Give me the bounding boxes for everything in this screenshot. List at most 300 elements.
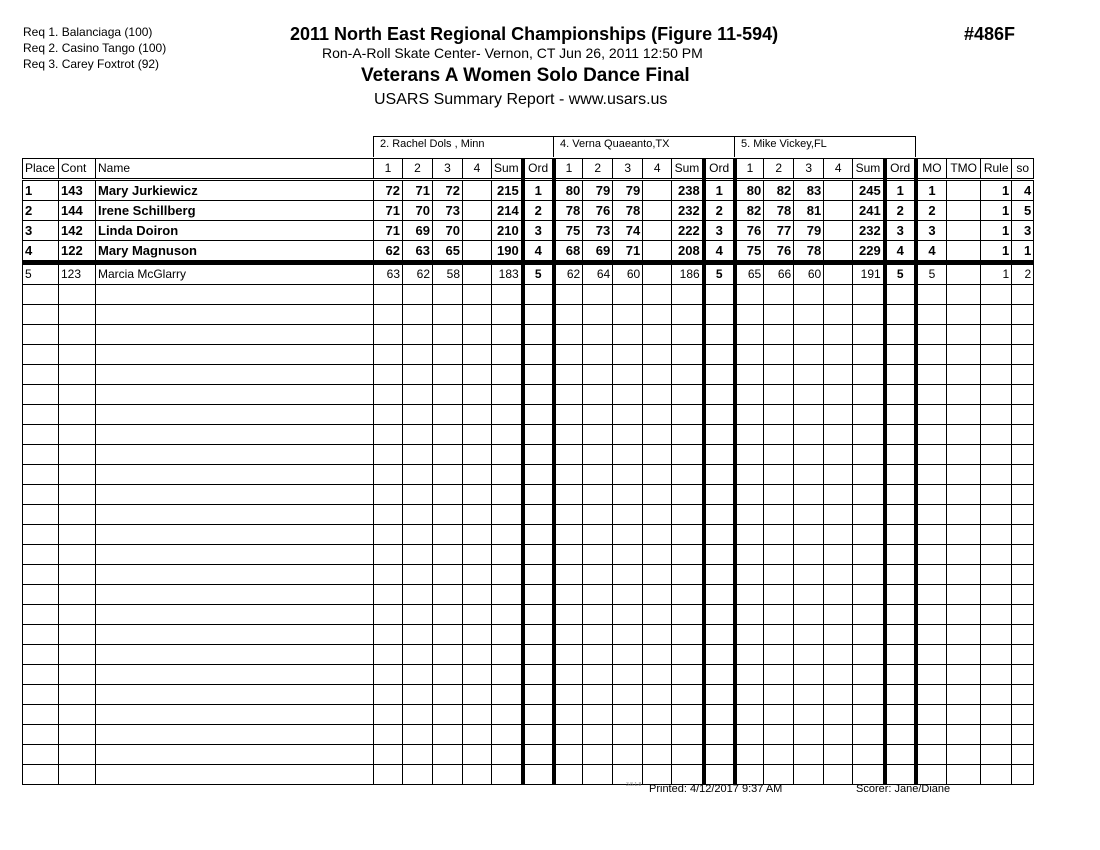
judge-1-mark-4 [463,565,492,585]
judge-1-mark-2 [403,605,433,625]
judge-2-ordinal [704,565,735,585]
so-cell: 2 [1012,263,1034,285]
place-cell: 4 [23,241,59,263]
tmo-cell [947,565,981,585]
judge-3-ordinal [885,365,916,385]
judge-1-mark-4 [463,405,492,425]
judge-3-mark-1 [735,405,764,425]
judge-3-sum [853,405,885,425]
cont-cell [59,645,96,665]
judge-1-mark-1 [374,285,403,305]
judge-1-mark-1 [374,725,403,745]
so-cell: 3 [1012,221,1034,241]
col-j1-3: 3 [433,159,463,180]
judge-1-mark-3: 73 [433,201,463,221]
judge-2-ordinal [704,345,735,365]
judge-1-sum [492,505,523,525]
judge-1-sum [492,405,523,425]
name-cell [96,665,374,685]
judge-3-mark-4 [824,765,853,785]
judge-3-mark-3 [794,445,824,465]
judge-3-mark-4 [824,605,853,625]
name-cell [96,325,374,345]
so-cell [1012,485,1034,505]
report-title: USARS Summary Report - www.usars.us [374,91,668,108]
rule-cell [981,605,1012,625]
judge-1-mark-4 [463,325,492,345]
judge-2-mark-1 [554,425,583,445]
so-cell [1012,645,1034,665]
judge-2-mark-1 [554,705,583,725]
judge-1-mark-2 [403,685,433,705]
judge-2-sum [672,385,704,405]
cont-cell [59,345,96,365]
tmo-cell [947,201,981,221]
name-cell [96,625,374,645]
judge-2-mark-4 [643,180,672,201]
judge-2-mark-4 [643,425,672,445]
name-cell [96,425,374,445]
tmo-cell [947,241,981,263]
judge-2-mark-4 [643,625,672,645]
judge-2-ordinal: 4 [704,241,735,263]
judge-3-mark-1 [735,385,764,405]
place-cell: 5 [23,263,59,285]
judge-2-mark-2: 69 [583,241,613,263]
judge-1-mark-3 [433,345,463,365]
judge-1-sum [492,765,523,785]
judge-1-ordinal [523,545,554,565]
judge-3-mark-3 [794,625,824,645]
judge-1-ordinal [523,605,554,625]
mo-cell [916,365,947,385]
judge-3-mark-2 [764,445,794,465]
judge-3-sum [853,445,885,465]
judge-3-mark-4 [824,745,853,765]
judge-1-mark-2: 70 [403,201,433,221]
judge-2-mark-3 [613,345,643,365]
judge-2-ordinal [704,745,735,765]
judge-1-ordinal [523,425,554,445]
empty-row [23,765,1034,785]
judge-1-mark-2 [403,425,433,445]
name-cell [96,545,374,565]
judge-3-sum [853,465,885,485]
empty-row [23,445,1034,465]
judge-3-ordinal [885,625,916,645]
judge-3-mark-3: 78 [794,241,824,263]
judge-1-ordinal [523,405,554,425]
judge-2-mark-1 [554,365,583,385]
judge-1-sum [492,625,523,645]
judge-1-mark-4 [463,765,492,785]
event-title: Veterans A Women Solo Dance Final [361,65,690,86]
col-j2-sum: Sum [672,159,704,180]
judge-1-mark-4 [463,745,492,765]
so-cell [1012,585,1034,605]
judge-2-mark-2 [583,585,613,605]
judge-2-mark-1 [554,345,583,365]
col-name: Name [96,159,374,180]
rule-cell [981,425,1012,445]
cont-cell [59,425,96,445]
judge-2-mark-1: 78 [554,201,583,221]
judge-3-sum [853,665,885,685]
mo-cell [916,505,947,525]
so-cell [1012,345,1034,365]
col-j2-1: 1 [554,159,583,180]
place-cell [23,625,59,645]
judge-1-mark-2 [403,405,433,425]
judge-1-ordinal [523,305,554,325]
judge-1-mark-3 [433,485,463,505]
judge-3-ordinal [885,565,916,585]
judge-1-mark-1 [374,365,403,385]
judge-1-mark-1 [374,345,403,365]
name-cell [96,365,374,385]
judge-3-mark-1 [735,365,764,385]
judge-1-mark-1: 71 [374,201,403,221]
judge-2-mark-3 [613,705,643,725]
tmo-cell [947,765,981,785]
judge-3-mark-1: 75 [735,241,764,263]
judge-1-mark-2 [403,285,433,305]
judge-2-mark-3: 74 [613,221,643,241]
judge-2-mark-4 [643,665,672,685]
col-j2-4: 4 [643,159,672,180]
mo-cell [916,305,947,325]
so-cell [1012,505,1034,525]
cont-cell [59,545,96,565]
mo-cell [916,325,947,345]
judge-2-mark-2 [583,465,613,485]
judge-1-ordinal [523,345,554,365]
judge-2-ordinal [704,285,735,305]
place-cell [23,685,59,705]
judge-2-ordinal [704,445,735,465]
judge-1-mark-3 [433,645,463,665]
judge-2-mark-2 [583,445,613,465]
judge-2-sum [672,445,704,465]
judge-1-mark-1 [374,485,403,505]
judge-2-mark-4 [643,745,672,765]
cont-cell [59,665,96,685]
judge-3-mark-2 [764,345,794,365]
judge-3-mark-4 [824,685,853,705]
judge-1-mark-2 [403,745,433,765]
judge-3-ordinal [885,645,916,665]
judge-3-mark-2 [764,305,794,325]
col-j3-ord: Ord [885,159,916,180]
mo-cell [916,545,947,565]
table-row [23,201,1034,221]
judge-3-mark-4 [824,445,853,465]
judge-3-mark-4 [824,545,853,565]
judge-2-mark-4 [643,605,672,625]
judge-2-mark-4 [643,285,672,305]
cont-cell [59,565,96,585]
judge-1-mark-2 [403,625,433,645]
judge-1-mark-3 [433,565,463,585]
judge-3-mark-1 [735,445,764,465]
judge-1-mark-1 [374,565,403,585]
so-cell [1012,565,1034,585]
judge-3-sum [853,385,885,405]
judge-3-mark-2 [764,605,794,625]
judge-2-ordinal [704,685,735,705]
rule-cell [981,685,1012,705]
judge-3-sum [853,745,885,765]
judge-1-sum [492,665,523,685]
cont-cell [59,365,96,385]
judge-1-ordinal [523,285,554,305]
judge-3-ordinal [885,725,916,745]
judge-2-mark-2 [583,285,613,305]
judge-3-mark-4 [824,241,853,263]
judge-3-ordinal [885,665,916,685]
judge-2-mark-1 [554,405,583,425]
judge-3-mark-3 [794,345,824,365]
judge-2-sum [672,605,704,625]
judge-3-mark-1: 76 [735,221,764,241]
judge-3-mark-4 [824,465,853,485]
judge-3-sum: 241 [853,201,885,221]
judge-1-ordinal [523,385,554,405]
so-cell [1012,465,1034,485]
col-tmo: TMO [947,159,981,180]
judge-2-ordinal [704,465,735,485]
judge-3-sum [853,505,885,525]
judge-1-mark-1 [374,585,403,605]
judge-3-mark-3 [794,305,824,325]
rule-cell [981,505,1012,525]
name-cell [96,485,374,505]
judge-1-ordinal [523,585,554,605]
empty-row [23,385,1034,405]
judge-3-mark-2 [764,545,794,565]
judge-1-mark-3 [433,505,463,525]
name-cell: Mary Magnuson [96,241,374,263]
judge-2-mark-1 [554,505,583,525]
judge-1-mark-4 [463,345,492,365]
judge-2-mark-2 [583,365,613,385]
mo-cell [916,745,947,765]
judge-2-mark-1 [554,465,583,485]
event-code: #486F [964,24,1016,44]
judge-3-mark-4 [824,725,853,745]
judge-3-mark-2 [764,625,794,645]
judge-1-mark-3 [433,685,463,705]
tmo-cell [947,221,981,241]
judge-1-ordinal [523,325,554,345]
cont-cell: 143 [59,180,96,201]
judge-1-ordinal [523,685,554,705]
judge-3-ordinal [885,465,916,485]
judge-1-sum [492,545,523,565]
judge-1-ordinal [523,725,554,745]
judge-1-sum: 183 [492,263,523,285]
judge-3-mark-2: 76 [764,241,794,263]
place-cell [23,385,59,405]
name-cell: Mary Jurkiewicz [96,180,374,201]
mo-cell [916,605,947,625]
judge-3-mark-1 [735,705,764,725]
name-cell [96,685,374,705]
judge-1-mark-4 [463,425,492,445]
judge-2-sum: 222 [672,221,704,241]
judge-1-sum [492,645,523,665]
judge-2-ordinal [704,325,735,345]
rule-cell: 1 [981,241,1012,263]
judge-1-mark-1 [374,665,403,685]
judge-3-mark-2: 82 [764,180,794,201]
judge-1-ordinal [523,525,554,545]
judge-1-mark-4 [463,545,492,565]
judge-1-ordinal: 2 [523,201,554,221]
empty-row [23,745,1034,765]
judge-2-mark-3 [613,725,643,745]
rule-cell [981,345,1012,365]
judge-2-mark-3 [613,645,643,665]
tmo-cell [947,305,981,325]
scorer-label: Scorer: Jane/Diane [856,783,951,795]
judge-3-sum [853,625,885,645]
judge-1-mark-4 [463,605,492,625]
mo-cell: 1 [916,180,947,201]
judge-1-mark-4 [463,385,492,405]
judge-1-ordinal [523,505,554,525]
judge-3-mark-1 [735,565,764,585]
tmo-cell [947,685,981,705]
judge-1-mark-3 [433,665,463,685]
judge-3-sum: 232 [853,221,885,241]
judge-3-mark-3 [794,365,824,385]
judge-3-mark-3 [794,645,824,665]
judge-3-mark-1 [735,345,764,365]
judge-3-mark-4 [824,201,853,221]
judge-1-mark-2 [403,725,433,745]
judge-3-mark-3 [794,425,824,445]
judge-1-ordinal [523,365,554,385]
judge-2-mark-4 [643,765,672,785]
cont-cell [59,625,96,645]
judge-1-mark-4 [463,201,492,221]
judge-1-mark-2: 71 [403,180,433,201]
judge-1-mark-2 [403,585,433,605]
judge-2-mark-2 [583,745,613,765]
rule-cell: 1 [981,180,1012,201]
place-cell [23,445,59,465]
place-cell [23,325,59,345]
mo-cell: 4 [916,241,947,263]
judge-2-mark-3: 71 [613,241,643,263]
judge-2-mark-3 [613,385,643,405]
empty-row [23,465,1034,485]
judge-1-ordinal: 3 [523,221,554,241]
judge-1-sum [492,605,523,625]
judge-1-mark-1 [374,305,403,325]
mo-cell [916,625,947,645]
so-cell [1012,705,1034,725]
judge-3-mark-4 [824,345,853,365]
judge-1-mark-1 [374,405,403,425]
judge-3-mark-4 [824,325,853,345]
judge-3-mark-2 [764,685,794,705]
tmo-cell [947,585,981,605]
tmo-cell [947,525,981,545]
judge-3-ordinal: 2 [885,201,916,221]
judge-1-mark-4 [463,485,492,505]
judge-3-mark-2 [764,325,794,345]
judge-2-mark-4 [643,325,672,345]
judge-3-mark-1 [735,525,764,545]
judge-2-mark-2 [583,685,613,705]
so-cell [1012,745,1034,765]
judge-3-sum [853,325,885,345]
judge-3-mark-4 [824,625,853,645]
rule-cell [981,405,1012,425]
name-cell: Marcia McGlarry [96,263,374,285]
name-cell [96,605,374,625]
judge-1-mark-2: 69 [403,221,433,241]
judge-1-mark-3 [433,705,463,725]
judge-2-mark-4 [643,445,672,465]
judge-3-mark-1 [735,545,764,565]
empty-row [23,345,1034,365]
judge-2-mark-1 [554,685,583,705]
judge-1-mark-2 [403,645,433,665]
name-cell [96,345,374,365]
judge-3-mark-3 [794,405,824,425]
cont-cell: 123 [59,263,96,285]
cont-cell [59,745,96,765]
judge-2-mark-2 [583,705,613,725]
judge-3-sum [853,605,885,625]
judge-3-mark-4 [824,565,853,585]
judge-2-mark-2: 64 [583,263,613,285]
judge-3-mark-4 [824,385,853,405]
judge-1-sum [492,385,523,405]
col-j3-sum: Sum [853,159,885,180]
judge-3-sum [853,365,885,385]
rule-cell: 1 [981,201,1012,221]
place-cell [23,565,59,585]
judge-1-mark-2 [403,305,433,325]
judge-2-mark-2 [583,645,613,665]
judge-2-ordinal [704,545,735,565]
judge-1-sum [492,725,523,745]
place-cell [23,425,59,445]
judge-1-mark-1 [374,505,403,525]
place-cell [23,525,59,545]
cont-cell [59,325,96,345]
judge-2-mark-1 [554,325,583,345]
judge-1-mark-1 [374,325,403,345]
judge-2-mark-4 [643,263,672,285]
judge-2-mark-3 [613,445,643,465]
judge-1-mark-3: 72 [433,180,463,201]
judge-2-sum [672,725,704,745]
judge-2-sum [672,465,704,485]
judge-3-ordinal [885,385,916,405]
judge-1-mark-2 [403,665,433,685]
judge-2-sum [672,745,704,765]
so-cell [1012,665,1034,685]
judge-1-mark-2 [403,385,433,405]
judge-2-mark-3 [613,325,643,345]
mo-cell [916,705,947,725]
so-cell [1012,305,1034,325]
